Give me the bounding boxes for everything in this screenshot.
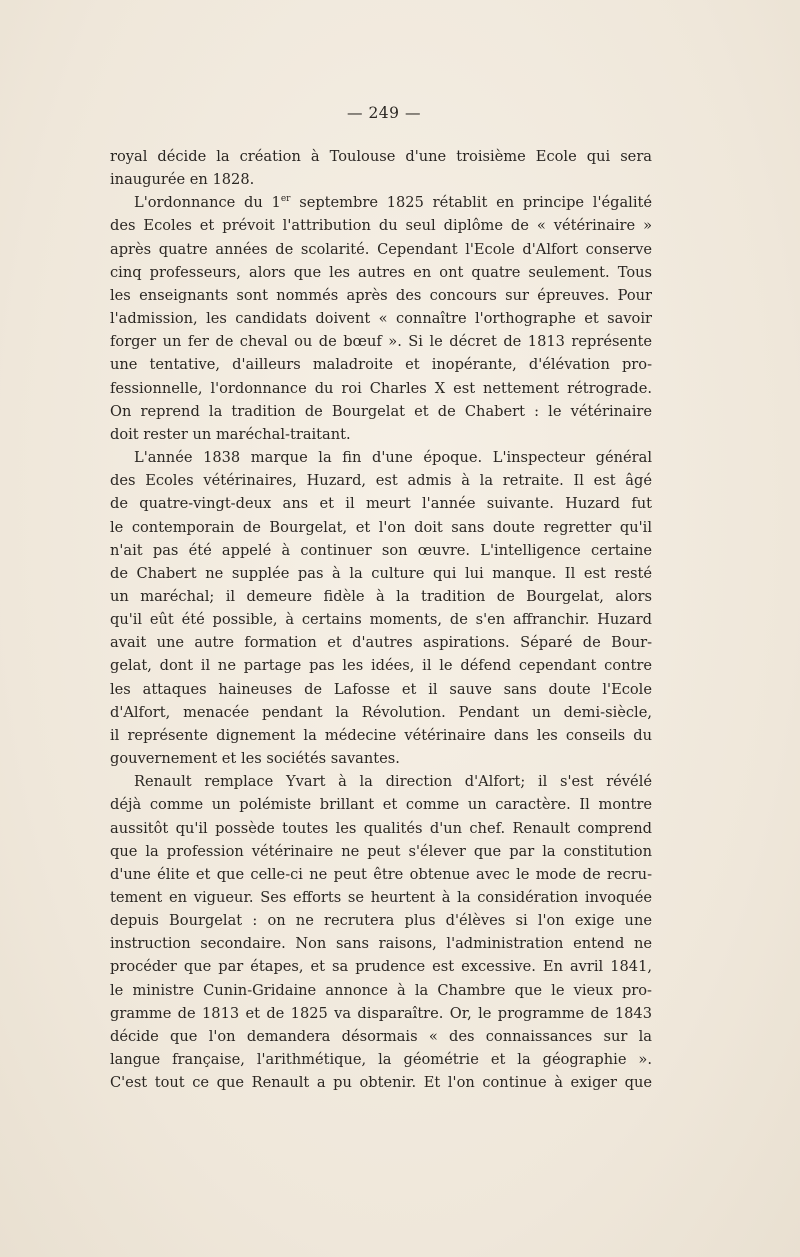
text-line: n'ait pas été appelé à continuer son œuvre. L'intelligence certaine	[110, 541, 652, 559]
paragraph-1	[110, 145, 652, 191]
text-line: déjà comme un polémiste brillant et comme un caractère. Il montre	[110, 796, 652, 814]
text-line: inaugurée en 1828.	[110, 171, 255, 189]
text-line: procéder que par étapes, et sa prudence est excessive. En avril 1841,	[110, 958, 652, 976]
text-line: gramme de 1813 et de 1825 va disparaître. Or, le programme de 1843	[110, 1004, 652, 1022]
text-line: depuis Bourgelat : on ne recrutera plus d'élèves si l'on exige une	[110, 912, 652, 930]
text-line: forger un fer de cheval ou de bœuf ». Si le décret de 1813 représente	[110, 333, 652, 351]
text-line: aussitôt qu'il possède toutes les qualités d'un chef. Renault comprend	[110, 819, 652, 837]
text-line: que la profession vétérinaire ne peut s'élever que par la constitution	[110, 842, 652, 860]
text-line: des Ecoles vétérinaires, Huzard, est admis à la retraite. Il est âgé	[110, 472, 652, 490]
text-line-with-superscript: L'ordonnance du 1er septembre 1825 rétablit en principe l'égalité	[134, 194, 652, 212]
text-line: instruction secondaire. Non sans raisons, l'administration entend ne	[110, 935, 652, 953]
text-line: un maréchal; il demeure fidèle à la tradition de Bourgelat, alors	[110, 587, 652, 605]
text-line: le ministre Cunin-Gridaine annonce à la Chambre que le vieux pro-	[110, 981, 652, 999]
text-line: gelat, dont il ne partage pas les idées, il le défend cependant contre	[110, 657, 652, 675]
text-line: décide que l'on demandera désormais « des connaissances sur la	[110, 1027, 652, 1045]
text-line: gouvernement et les sociétés savantes.	[110, 750, 400, 768]
text-line: l'admission, les candidats doivent « connaître l'orthographe et savoir	[110, 310, 652, 328]
paragraph-4	[110, 770, 652, 1094]
text-line: une tentative, d'ailleurs maladroite et inopérante, d'élévation pro-	[110, 356, 652, 374]
page-number: — 249 —	[347, 104, 421, 122]
text-line: cinq professeurs, alors que les autres en ont quatre seulement. Tous	[110, 263, 652, 281]
text-line: doit rester un maréchal-traitant.	[110, 425, 351, 443]
text-line: fessionnelle, l'ordonnance du roi Charles X est nettement rétrograde.	[110, 379, 652, 397]
text-line: de Chabert ne supplée pas à la culture qui lui manque. Il est resté	[110, 564, 652, 582]
text-line: il représente dignement la médecine vétérinaire dans les conseils du	[110, 726, 652, 744]
text-line: Renault remplace Yvart à la direction d'Alfort; il s'est révélé	[134, 773, 652, 791]
paragraph-2	[110, 191, 652, 446]
text-line: après quatre années de scolarité. Cependant l'Ecole d'Alfort conserve	[110, 240, 652, 258]
superscript-er: er	[280, 194, 291, 205]
text-line: de quatre-vingt-deux ans et il meurt l'année suivante. Huzard fut	[110, 495, 652, 513]
text-line: On reprend la tradition de Bourgelat et de Chabert : le vétérinaire	[110, 402, 652, 420]
text-line: des Ecoles et prévoit l'attribution du seul diplôme de « vétérinaire »	[110, 217, 652, 235]
text-line: le contemporain de Bourgelat, et l'on doit sans doute regretter qu'il	[110, 518, 652, 536]
text-line: d'Alfort, menacée pendant la Révolution. Pendant un demi-siècle,	[110, 703, 652, 721]
text-line: L'année 1838 marque la fin d'une époque. L'inspecteur général	[134, 449, 652, 467]
text-line: royal décide la création à Toulouse d'une troisième Ecole qui sera	[110, 148, 652, 165]
text-line: d'une élite et que celle-ci ne peut être obtenue avec le mode de recru-	[110, 865, 652, 883]
paragraph-3	[110, 446, 652, 770]
body-text	[110, 145, 652, 1094]
text-line: tement en vigueur. Ses efforts se heurtent à la considération invoquée	[110, 889, 652, 906]
text-line: qu'il eût été possible, à certains moments, de s'en affranchir. Huzard	[110, 611, 652, 629]
text-line: les attaques haineuses de Lafosse et il sauve sans doute l'Ecole	[110, 680, 652, 698]
text-line: C'est tout ce que Renault a pu obtenir. Et l'on continue à exiger que	[110, 1074, 652, 1092]
text-line: langue française, l'arithmétique, la géométrie et la géographie ».	[110, 1051, 652, 1069]
text-line: avait une autre formation et d'autres aspirations. Séparé de Bour-	[110, 634, 652, 652]
text-line: les enseignants sont nommés après des concours sur épreuves. Pour	[110, 286, 652, 304]
